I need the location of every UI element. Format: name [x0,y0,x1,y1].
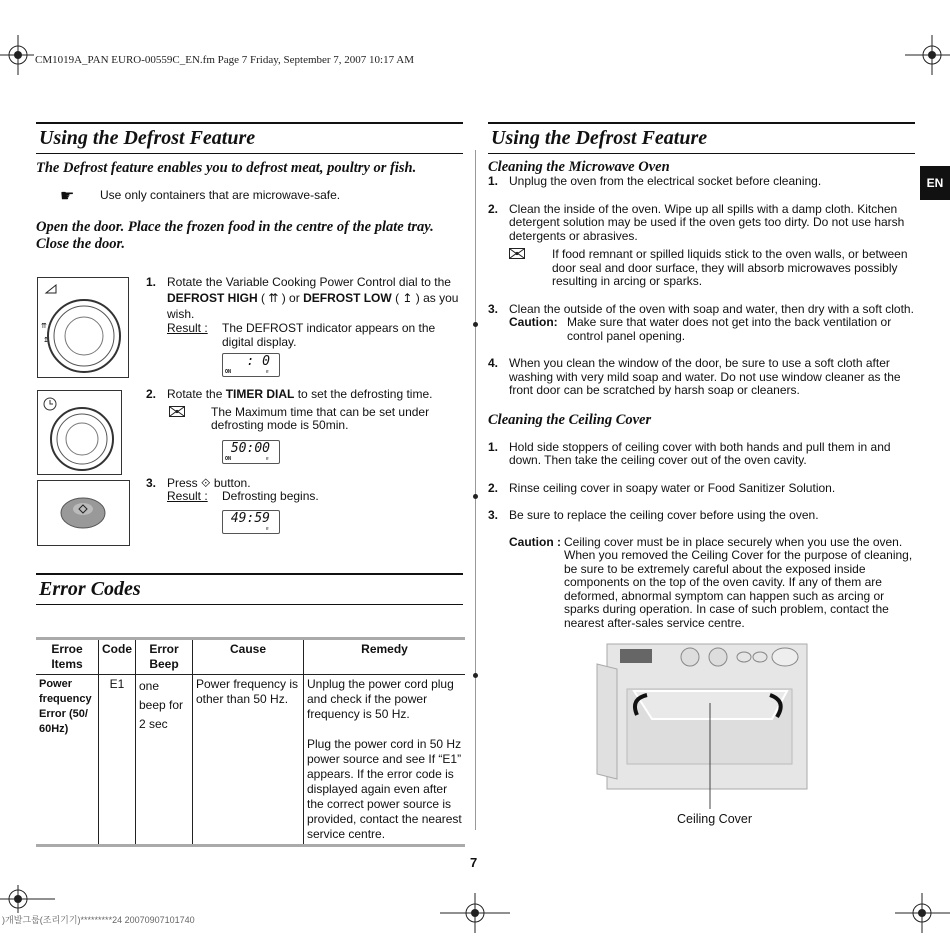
item-number: 2. [488,480,499,495]
step-2 [146,388,468,402]
column-divider [475,150,476,830]
cleaning-oven-heading: Cleaning the Microwave Oven [488,159,670,175]
file-info-header: CM1019A_PAN EURO-00559C_EN.fm Page 7 Friday, September 7, 2007 10:17 AM [35,54,414,66]
oven-ceiling-cover-illustration [592,639,814,809]
lcd-display [222,440,280,464]
note-icon [167,406,211,420]
display-digits: 50:00 [230,440,270,456]
column-header: Error Beep [136,639,193,675]
caution-row [509,316,916,343]
svg-text:⇈: ⇈ [41,323,47,330]
on-indicator: ON [225,455,232,462]
lcd-display [222,353,280,377]
step-3-result: Defrosting begins. [222,489,319,503]
language-tab: EN [920,166,950,200]
svg-text:↥: ↥ [43,337,49,344]
table-header-row [36,639,465,675]
cleaning-ceiling-heading: Cleaning the Ceiling Cover [488,411,652,428]
item-number: 3. [488,508,499,522]
defrost-instruction: Open the door. Place the frozen food in the centre of the plate tray. Close the door. [36,219,434,252]
page-number: 7 [470,855,478,870]
ceiling-cover-label: Ceiling Cover [677,812,753,826]
start-button-illustration [37,480,130,546]
remedy-paragraph: Unplug the power cord plug and check if the power frequency is 50 Hz. [307,677,454,721]
error-code: E1 [99,675,136,846]
registration-mark-icon [440,893,510,933]
error-codes-table [36,637,465,847]
remedy-paragraph: Plug the power cord in 50 Hz power source and see If “E1” appears. If the error code is displayed again even after the correct power source is provided, contact the nearest service centre. [307,737,462,841]
defrost-low-symbol: ( ↥ ) as you wish. [167,291,459,321]
defrost-high-symbol: ( ⇈ ) or [257,291,304,305]
cleaning-item [488,357,916,398]
binding-dot [473,673,478,678]
defrost-indicator-icon: ⇈ [265,369,269,375]
timer-dial-label: TIMER DIAL [225,387,295,401]
item-number: 2. [488,201,499,216]
step-1-result: The DEFROST indicator appears on the digital display. [222,321,436,349]
cleaning-note: If food remnant or spilled liquids stick to the oven walls, or between door seal and door surface, they will absorb microwaves possibly resulting in arcing or sparks. [552,247,908,288]
note-icon [509,248,552,262]
step-2-note-row [167,406,468,433]
item-number: 1. [488,174,499,188]
ceiling-step: Rinse ceiling cover in soapy water or Food Sanitizer Solution. [509,480,836,495]
step-1-line: Rotate the Variable Cooking Power Control dial to the [167,275,451,289]
cleaning-column [488,160,916,826]
error-cause: Power frequency is other than 50 Hz. [193,675,304,846]
step-2-text [167,388,468,402]
step-2-note: The Maximum time that can be set under defrosting mode is 50min. [211,404,430,432]
button-text: button. [213,475,251,490]
right-section-title [488,122,915,154]
caution-label: Caution : [509,534,562,549]
column-header: Cause [193,639,304,675]
start-button-icon [38,481,129,545]
registration-mark-icon [0,885,55,913]
step-3 [146,477,468,491]
caution-body: Make sure that water does not get into the back ventilation or control panel opening. [567,315,892,343]
ceiling-item [488,509,916,523]
power-dial-icon [38,278,128,377]
error-remedy [304,675,466,846]
display-digits: : 0 [246,354,270,369]
step-1-result-row [167,322,468,349]
error-item: Power frequency Error (50/ 60Hz) [39,678,92,735]
defrost-indicator-icon: ⇈ [265,525,269,532]
defrost-indicator-icon: ⇈ [265,455,269,462]
registration-mark-icon [905,35,950,75]
cleaning-note-row [509,248,916,289]
registration-mark-icon [0,35,34,75]
cleaning-item [488,175,916,189]
cleaning-step: When you clean the window of the door, be sure to use a soft cloth after washing with very mild soap and water. Do not use window cleaner as the front door can be scratched by harsh soap or cleaners. [509,356,901,397]
error-beep: one beep for 2 sec [136,675,193,846]
cleaning-step: Unplug the oven from the electrical socket before cleaning. [509,174,822,188]
cleaning-step: Clean the outside of the oven with soap and water, then dry with a soft cloth. [509,301,914,316]
cleaning-step: Clean the inside of the oven. Wipe up all spills with a damp cloth. Kitchen detergent solution may be used if the oven gets too dirty. Do not use harsh detergents or abrasives. [509,201,905,243]
column-header: Code [99,639,136,675]
caution-body: Ceiling cover must be in place securely when you use the oven. When you removed the Ceiling Cover for the purpose of cleaning, be sure to be extremely careful about the exposed inside components on the top of the oven cavity. If any of them are deformed, abnormal symptom can happen such as arcing or sparks during operation. In case of such problem, contact the nearest after-sales service centre. [564,534,913,630]
ceiling-item [488,441,916,468]
binding-dot [473,494,478,499]
step-3-result-row [167,490,468,504]
result-label: Result : [167,489,208,503]
cleaning-item [488,303,916,317]
ceiling-step: Be sure to replace the ceiling cover before using the oven. [509,508,819,522]
pointing-hand-icon: ☛ [60,188,75,205]
press-text: Press [167,475,198,490]
error-codes-title [36,573,463,605]
item-number: 1. [488,439,499,454]
registration-mark-icon [895,893,950,933]
cleaning-item [488,203,916,244]
caution-text: Caution [509,315,554,329]
step-2-line-end: to set the defrosting time. [294,387,433,401]
step-3-text [167,477,468,491]
defrost-steps [146,274,468,534]
left-section-title [36,122,463,154]
timer-dial-icon [38,391,121,474]
timer-dial-illustration [37,390,122,475]
containers-note: Use only containers that are microwave-safe. [100,188,341,202]
table-row [36,675,465,846]
defrost-low-label: DEFROST LOW [303,291,392,305]
on-indicator: ON [225,369,232,375]
defrost-intro-block [36,160,472,253]
right-title-text: Using the Defrost Feature [491,127,708,149]
caution-label: Caution: [509,315,558,329]
power-dial-illustration [37,277,129,378]
ceiling-step: Hold side stoppers of ceiling cover with both hands and pull them in and down. Then take the ceiling cover out of the oven cavity. [509,439,891,467]
column-header: Remedy [304,639,466,675]
display-digits: 49:59 [230,510,270,526]
step-number: 3. [146,475,157,490]
step-1-text [167,274,468,322]
ceiling-item [488,482,916,496]
step-1 [146,274,468,322]
item-number: 3. [488,301,499,316]
caution-text: Caution [509,534,554,549]
step-2-line: Rotate the [167,387,226,401]
ceiling-cover-figure [592,639,814,826]
left-title-text: Using the Defrost Feature [39,127,256,149]
start-symbol-icon: ⟐ [201,475,211,490]
error-codes-title-text: Error Codes [39,578,141,600]
step-number: 1. [146,275,157,289]
column-header: Erroe Items [36,639,99,675]
caution-row [509,536,916,631]
containers-note-row [36,189,472,205]
defrost-high-label: DEFROST HIGH [167,291,258,305]
defrost-intro: The Defrost feature enables you to defrost meat, poultry or fish. [36,160,417,176]
item-number: 4. [488,356,499,370]
step-number: 2. [146,387,157,401]
print-info-footer: )개발그룹(조리기기)*********24 20070907101740 [2,915,195,925]
binding-dot [473,322,478,327]
lcd-display [222,510,280,534]
result-label: Result : [167,321,208,335]
